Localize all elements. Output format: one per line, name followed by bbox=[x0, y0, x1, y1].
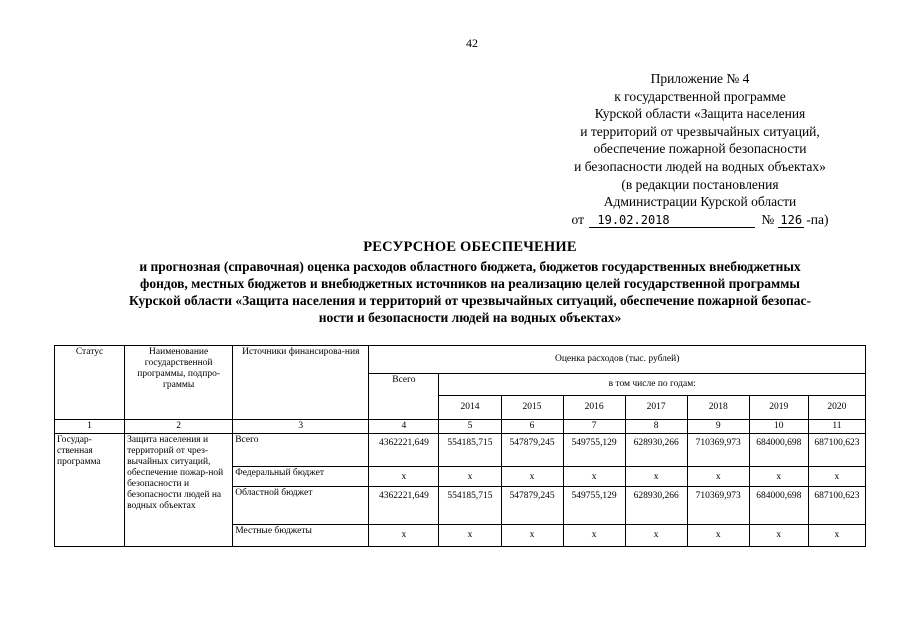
value-cell: 554185,715 bbox=[439, 434, 501, 467]
funding-source-cell: Местные бюджеты bbox=[233, 525, 369, 547]
program-name-cell: Защита населения и территорий от чрез-вычайных ситуаций, обеспечение пожар-ной безопасности и безопасности людей на водных объектах bbox=[125, 434, 233, 547]
appendix-line: (в редакции постановления bbox=[621, 176, 779, 192]
header-year: 2014 bbox=[439, 396, 501, 420]
value-cell: х bbox=[749, 467, 808, 487]
subtitle-line: Курской области «Защита населения и территорий от чрезвычайных ситуаций, обеспечение пожарной безопас- bbox=[128, 293, 812, 308]
value-cell: 687100,623 bbox=[808, 487, 865, 525]
value-cell: х bbox=[501, 525, 563, 547]
value-cell: х bbox=[808, 525, 865, 547]
column-number: 8 bbox=[625, 420, 687, 434]
from-label: от bbox=[571, 211, 584, 227]
value-cell: х bbox=[439, 525, 501, 547]
header-by-years: в том числе по годам: bbox=[439, 374, 866, 396]
header-estimate: Оценка расходов (тыс. рублей) bbox=[369, 346, 866, 374]
header-year: 2016 bbox=[563, 396, 625, 420]
column-number: 3 bbox=[233, 420, 369, 434]
value-cell: х bbox=[501, 467, 563, 487]
column-number: 4 bbox=[369, 420, 439, 434]
decree-number: 126 bbox=[778, 213, 804, 228]
funding-source-cell: Всего bbox=[233, 434, 369, 467]
value-cell: 684000,698 bbox=[749, 487, 808, 525]
value-cell: х bbox=[369, 525, 439, 547]
column-number: 11 bbox=[808, 420, 865, 434]
value-cell: 710369,973 bbox=[687, 487, 749, 525]
page-number: 42 bbox=[466, 36, 478, 50]
appendix-block bbox=[545, 70, 855, 228]
appendix-line: обеспечение пожарной безопасности bbox=[593, 141, 807, 157]
column-number: 9 bbox=[687, 420, 749, 434]
header-total: Всего bbox=[369, 374, 439, 420]
appendix-line: и безопасности людей на водных объектах» bbox=[574, 158, 826, 174]
value-cell: 547879,245 bbox=[501, 487, 563, 525]
value-cell: х bbox=[563, 467, 625, 487]
value-cell: х bbox=[808, 467, 865, 487]
value-cell: 549755,129 bbox=[563, 487, 625, 525]
value-cell: 628930,266 bbox=[625, 434, 687, 467]
value-cell: 547879,245 bbox=[501, 434, 563, 467]
document-heading bbox=[70, 238, 870, 326]
column-number: 7 bbox=[563, 420, 625, 434]
column-number: 1 bbox=[55, 420, 125, 434]
decree-date: 19.02.2018 bbox=[589, 213, 755, 228]
value-cell: 4362221,649 bbox=[369, 487, 439, 525]
column-number: 5 bbox=[439, 420, 501, 434]
document-subtitle bbox=[70, 258, 870, 326]
column-number: 10 bbox=[749, 420, 808, 434]
value-cell: 549755,129 bbox=[563, 434, 625, 467]
value-cell: 684000,698 bbox=[749, 434, 808, 467]
value-cell: х bbox=[687, 467, 749, 487]
value-cell: х bbox=[439, 467, 501, 487]
number-suffix: -па) bbox=[806, 211, 829, 227]
value-cell: х bbox=[625, 467, 687, 487]
value-cell: 687100,623 bbox=[808, 434, 865, 467]
resource-table bbox=[54, 345, 866, 547]
value-cell: х bbox=[687, 525, 749, 547]
value-cell: 710369,973 bbox=[687, 434, 749, 467]
column-number: 6 bbox=[501, 420, 563, 434]
header-year: 2017 bbox=[625, 396, 687, 420]
header-year: 2018 bbox=[687, 396, 749, 420]
document-title: РЕСУРСНОЕ ОБЕСПЕЧЕНИЕ bbox=[363, 239, 577, 255]
value-cell: х bbox=[625, 525, 687, 547]
appendix-line: Курской области «Защита населения bbox=[594, 106, 806, 122]
value-cell: х bbox=[369, 467, 439, 487]
number-label: № bbox=[761, 211, 775, 227]
value-cell: 554185,715 bbox=[439, 487, 501, 525]
subtitle-line: фондов, местных бюджетов и внебюджетных источников на реализацию целей государственной программы bbox=[140, 276, 800, 291]
value-cell: х bbox=[749, 525, 808, 547]
funding-source-cell: Федеральный бюджет bbox=[233, 467, 369, 487]
appendix-line: и территорий от чрезвычайных ситуаций, bbox=[580, 123, 820, 139]
value-cell: 4362221,649 bbox=[369, 434, 439, 467]
appendix-line: Администрации Курской области bbox=[603, 194, 797, 210]
column-number: 2 bbox=[125, 420, 233, 434]
subtitle-line: ности и безопасности людей на водных объектах» bbox=[318, 310, 622, 325]
status-cell: Государ-ственная программа bbox=[55, 434, 125, 547]
header-status: Статус bbox=[55, 346, 125, 420]
decree-reference bbox=[545, 211, 855, 229]
header-year: 2020 bbox=[808, 396, 865, 420]
value-cell: х bbox=[563, 525, 625, 547]
value-cell: 628930,266 bbox=[625, 487, 687, 525]
table-row bbox=[55, 434, 866, 467]
header-funding-source: Источники финансирова-ния bbox=[233, 346, 369, 420]
subtitle-line: и прогнозная (справочная) оценка расходов областного бюджета, бюджетов государственных внебюджетных bbox=[139, 259, 801, 274]
appendix-line: Приложение № 4 bbox=[650, 71, 750, 86]
funding-source-cell: Областной бюджет bbox=[233, 487, 369, 525]
header-year: 2015 bbox=[501, 396, 563, 420]
appendix-line: к государственной программе bbox=[614, 88, 786, 104]
header-year: 2019 bbox=[749, 396, 808, 420]
header-program-name: Наименование государственной программы, подпро-граммы bbox=[125, 346, 233, 420]
